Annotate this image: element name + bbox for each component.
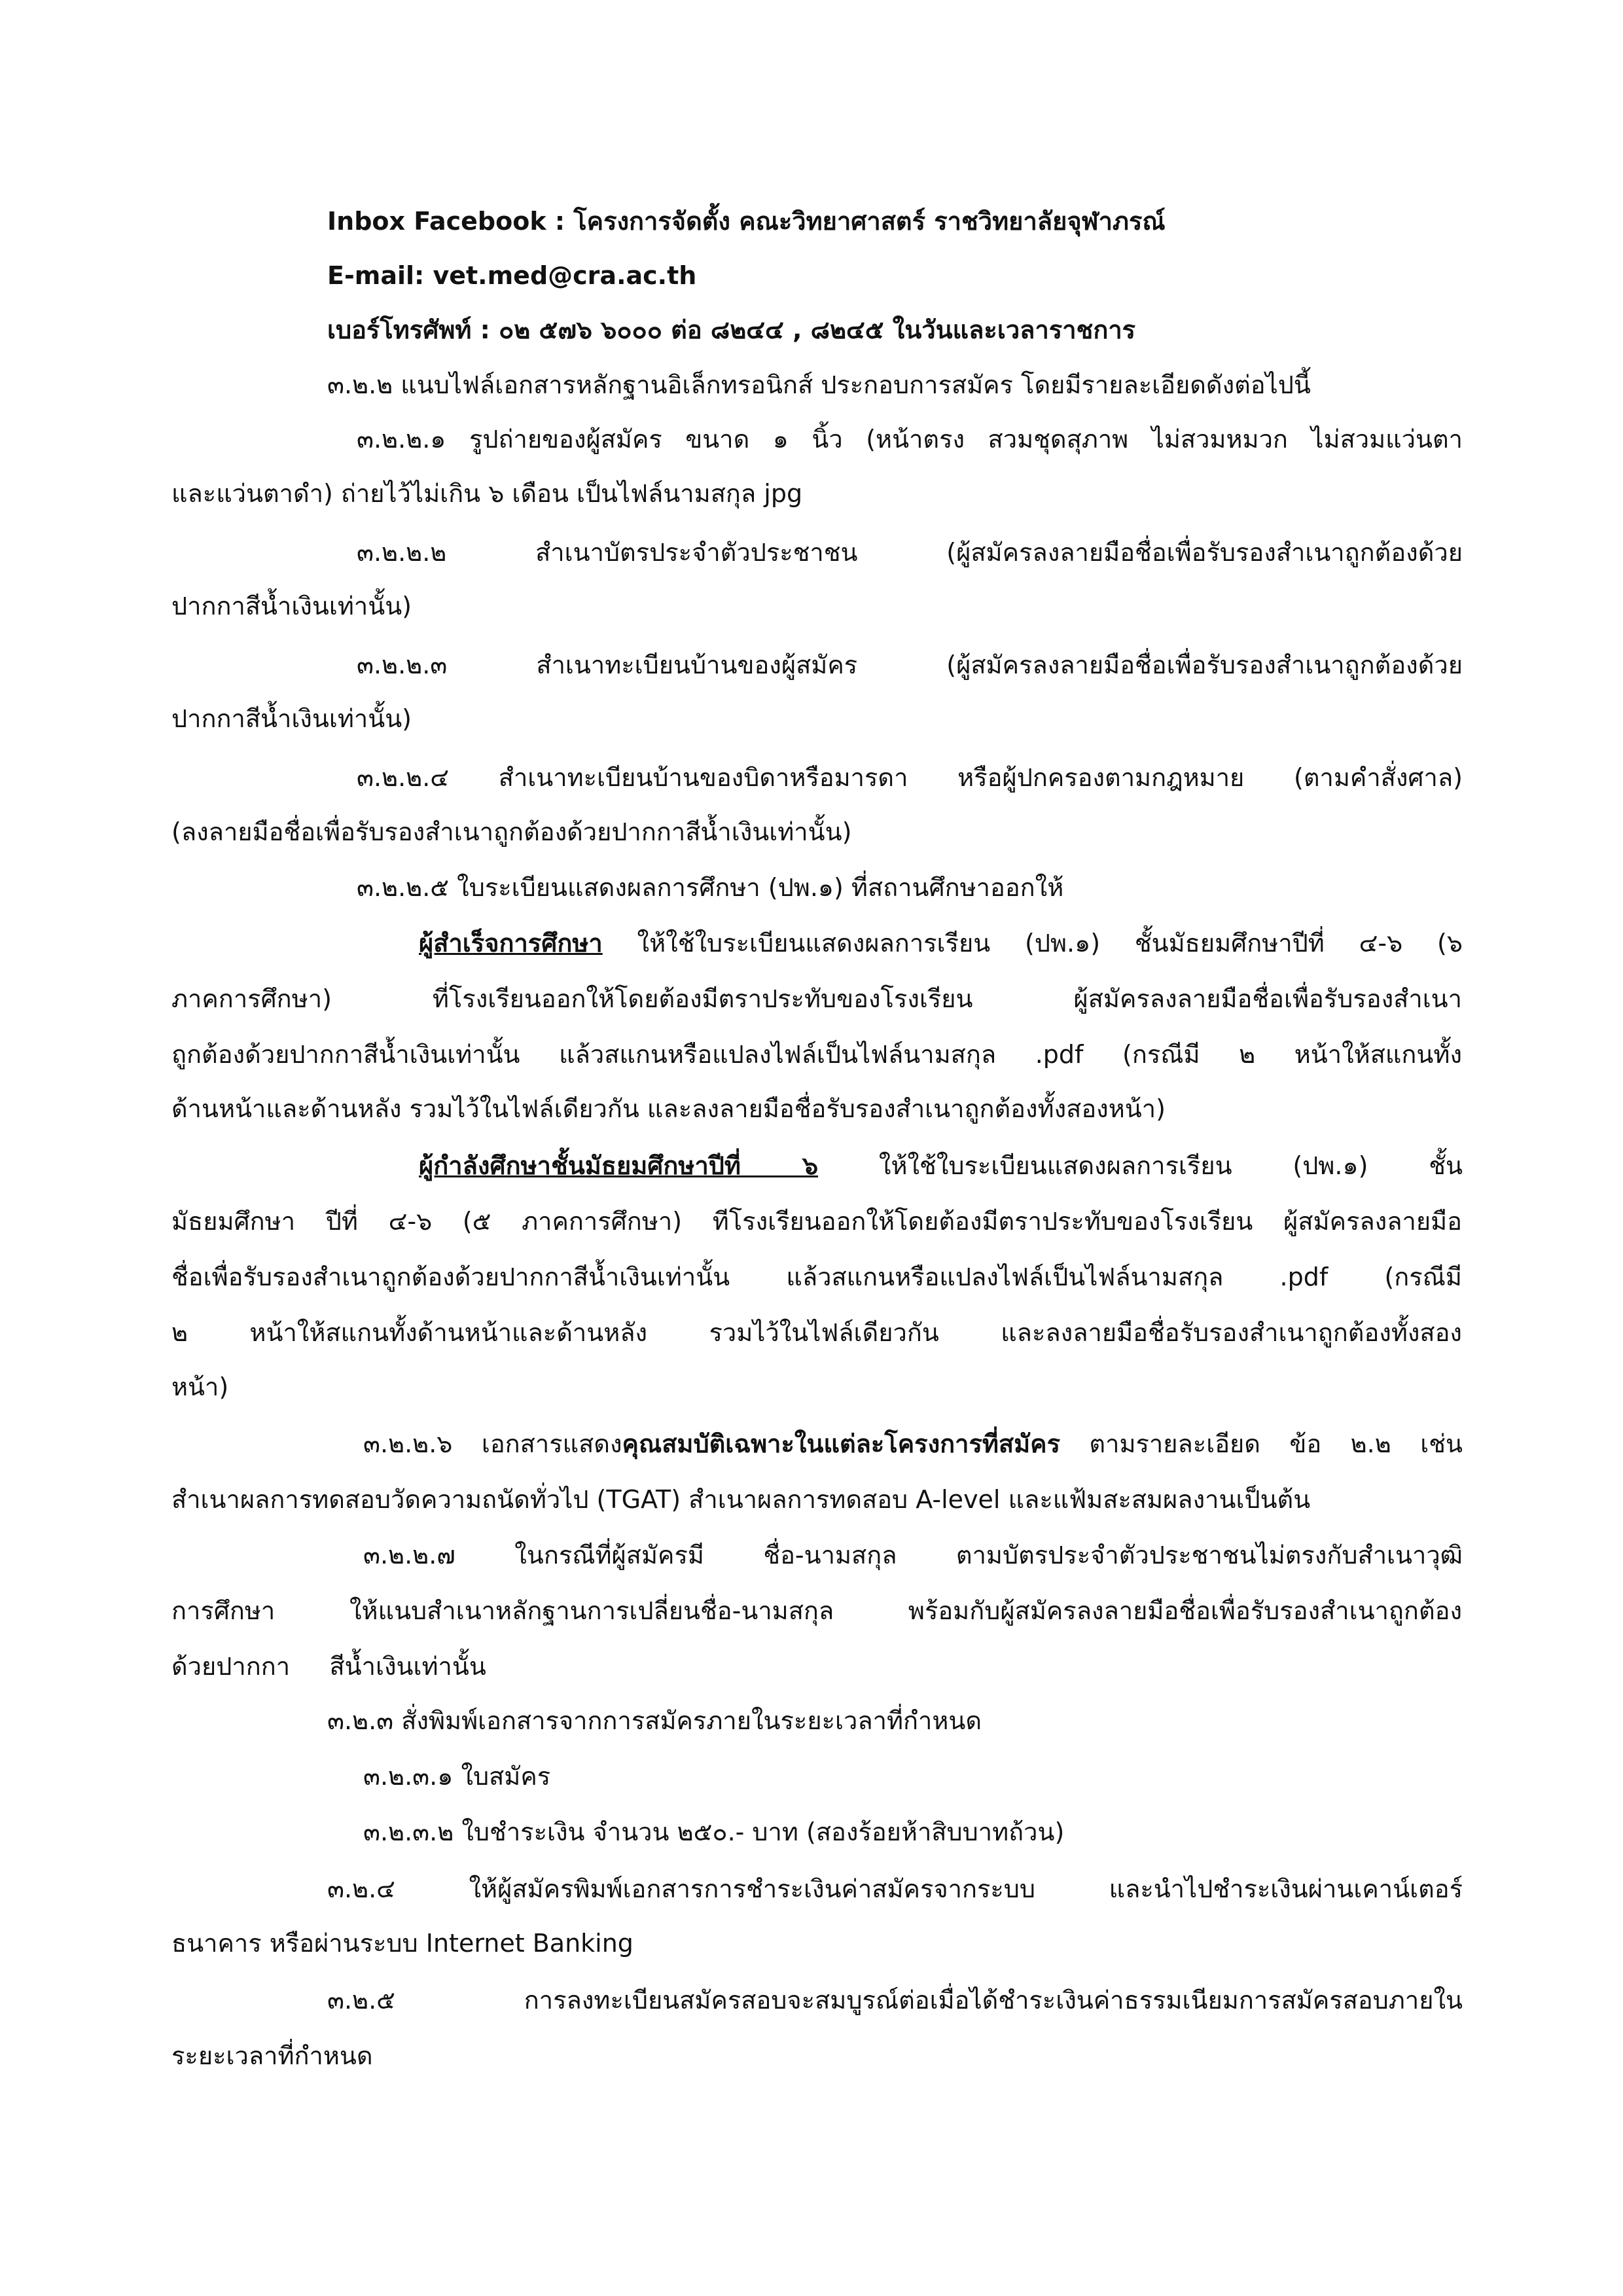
- item-3226-suffix: ตามรายละเอียด ข้อ ๒.๒ เช่น: [1060, 1429, 1463, 1458]
- item-3225-line1: ๓.๒.๒.๕ ใบระเบียนแสดงผลการศึกษา (ปพ.๑) ที่สถานศึกษาออกให้: [357, 873, 1064, 902]
- current-students-line1: [419, 1149, 1463, 1183]
- item-3223-line1: ๓.๒.๒.๓ สำเนาทะเบียนบ้านของผู้สมัคร (ผู้สมัครลงลายมือชื่อเพื่อรับรองสำเนาถูกต้องด้วย: [357, 651, 1463, 679]
- section-322-heading: ๓.๒.๒ แนบไฟล์เอกสารหลักฐานอิเล็กทรอนิกส์ ประกอบการสมัคร โดยมีรายละเอียดดังต่อไปนี้: [327, 370, 1311, 399]
- section-325-line2: ระยะเวลาที่กำหนด: [171, 2041, 373, 2070]
- item-3222-line2: ปากกาสีน้ำเงินเท่านั้น): [171, 592, 412, 620]
- current-students-line3: ชื่อเพื่อรับรองสำเนาถูกต้องด้วยปากกาสีน้ำเงินเท่านั้น แล้วสแกนหรือแปลงไฟล์เป็นไฟล์นามสกุล .pdf (กรณีมี: [171, 1263, 1462, 1291]
- item-3227-line2: การศึกษา ให้แนบสำเนาหลักฐานการเปลี่ยนชื่อ-นามสกุล พร้อมกับผู้สมัครลงลายมือชื่อเพื่อรับรองสำเนาถูกต้อง: [171, 1596, 1462, 1625]
- current-students-line5: หน้า): [171, 1372, 229, 1401]
- item-3231: ๓.๒.๓.๑ ใบสมัคร: [363, 1762, 551, 1791]
- contact-inbox: Inbox Facebook : โครงการจัดตั้ง คณะวิทยาศาสตร์ ราชวิทยาลัยจุฬาภรณ์: [327, 207, 1166, 236]
- item-3226-prefix: ๓.๒.๒.๖ เอกสารแสดง: [363, 1429, 622, 1458]
- section-325-line1: ๓.๒.๕ การลงทะเบียนสมัครสอบจะสมบูรณ์ต่อเมื่อได้ชำระเงินค่าธรรมเนียมการสมัครสอบภายใน: [327, 1986, 1463, 2015]
- item-3226-line1: [363, 1427, 1463, 1461]
- item-3224-line1: ๓.๒.๒.๔ สำเนาทะเบียนบ้านของบิดาหรือมารดา หรือผู้ปกครองตามกฎหมาย (ตามคำสั่งศาล): [357, 763, 1463, 792]
- current-students-line4: ๒ หน้าให้สแกนทั้งด้านหน้าและด้านหลัง รวมไว้ในไฟล์เดียวกัน และลงลายมือชื่อรับรองสำเนาถูกต้องทั้งสอง: [171, 1318, 1462, 1347]
- current-students-line1-text: ให้ใช้ใบระเบียนแสดงผลการเรียน (ปพ.๑) ชั้น: [818, 1151, 1463, 1180]
- item-3224-line2: (ลงลายมือชื่อเพื่อรับรองสำเนาถูกต้องด้วยปากกาสีน้ำเงินเท่านั้น): [171, 817, 852, 846]
- item-3227-line1: ๓.๒.๒.๗ ในกรณีที่ผู้สมัครมี ชื่อ-นามสกุล ตามบัตรประจำตัวประชาชนไม่ตรงกับสำเนาวุฒิ: [363, 1541, 1463, 1570]
- graduates-line4: ด้านหน้าและด้านหลัง รวมไว้ในไฟล์เดียวกัน และลงลายมือชื่อรับรองสำเนาถูกต้องทั้งสองหน้า): [171, 1094, 1166, 1123]
- section-323-heading: ๓.๒.๓ สั่งพิมพ์เอกสารจากการสมัครภายในระยะเวลาที่กำหนด: [327, 1706, 982, 1735]
- graduates-line3: ถูกต้องด้วยปากกาสีน้ำเงินเท่านั้น แล้วสแกนหรือแปลงไฟล์เป็นไฟล์นามสกุล .pdf (กรณีมี ๒ หน้าให้สแกนทั้ง: [171, 1040, 1462, 1069]
- graduates-line1-text: ให้ใช้ใบระเบียนแสดงผลการเรียน (ปพ.๑) ชั้นมัธยมศึกษาปีที่ ๔-๖ (๖: [602, 929, 1463, 958]
- item-3226-bold: คุณสมบัติเฉพาะในแต่ละโครงการที่สมัคร: [622, 1429, 1060, 1458]
- item-3232: ๓.๒.๓.๒ ใบชำระเงิน จำนวน ๒๕๐.- บาท (สองร้อยห้าสิบบาทถ้วน): [363, 1818, 1065, 1846]
- section-324-line2: ธนาคาร หรือผ่านระบบ Internet Banking: [171, 1929, 633, 1958]
- item-3221-line1: ๓.๒.๒.๑ รูปถ่ายของผู้สมัคร ขนาด ๑ นิ้ว (หน้าตรง สวมชุดสุภาพ ไม่สวมหมวก ไม่สวมแว่นตา: [357, 425, 1463, 454]
- item-3226-line2: สำเนาผลการทดสอบวัดความถนัดทั่วไป (TGAT) สำเนาผลการทดสอบ A-level และแฟ้มสะสมผลงานเป็นต้น: [171, 1485, 1311, 1514]
- current-students-title: ผู้กำลังศึกษาชั้นมัธยมศึกษาปีที่ ๖: [419, 1151, 819, 1180]
- graduates-line1: [419, 926, 1463, 960]
- graduates-title: ผู้สำเร็จการศึกษา: [419, 929, 603, 958]
- section-324-line1: ๓.๒.๔ ให้ผู้สมัครพิมพ์เอกสารการชำระเงินค่าสมัครจากระบบ และนำไปชำระเงินผ่านเคาน์เตอร์: [327, 1874, 1463, 1903]
- current-students-line2: มัธยมศึกษา ปีที่ ๔-๖ (๕ ภาคการศึกษา) ทีโรงเรียนออกให้โดยต้องมีตราประทับของโรงเรียน ผู้สมัครลงลายมือ: [171, 1207, 1462, 1236]
- contact-phone: เบอร์โทรศัพท์ : ๐๒ ๕๗๖ ๖๐๐๐ ต่อ ๘๒๔๔ , ๘๒๔๕ ในวันและเวลาราชการ: [327, 315, 1136, 344]
- item-3221-line2: และแว่นตาดำ) ถ่ายไว้ไม่เกิน ๖ เดือน เป็นไฟล์นามสกุล jpg: [171, 479, 803, 508]
- contact-email: E-mail: vet.med@cra.ac.th: [327, 261, 697, 290]
- item-3223-line2: ปากกาสีน้ำเงินเท่านั้น): [171, 704, 412, 733]
- graduates-line2: ภาคการศึกษา) ที่โรงเรียนออกให้โดยต้องมีตราประทับของโรงเรียน ผู้สมัครลงลายมือชื่อเพื่อรับรองสำเนา: [171, 984, 1462, 1013]
- item-3222-line1: ๓.๒.๒.๒ สำเนาบัตรประจำตัวประชาชน (ผู้สมัครลงลายมือชื่อเพื่อรับรองสำเนาถูกต้องด้วย: [357, 538, 1463, 567]
- item-3227-line3: ด้วยปากกา สีน้ำเงินเท่านั้น: [171, 1652, 486, 1681]
